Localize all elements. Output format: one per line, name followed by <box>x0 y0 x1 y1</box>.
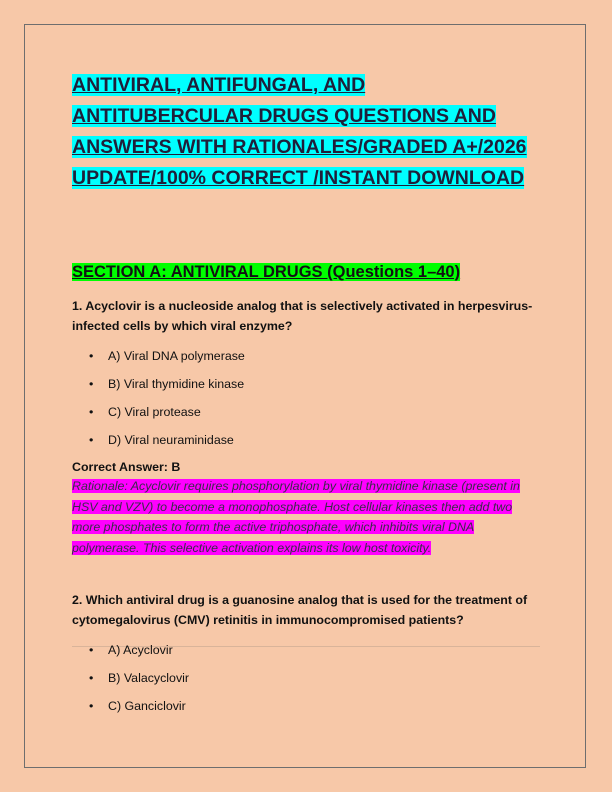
option-label: A) Acyclovir <box>108 643 173 657</box>
rationale <box>72 476 542 558</box>
question-2 <box>72 590 542 720</box>
bullet-icon: • <box>89 349 94 363</box>
rationale-text: Rationale: Acyclovir requires phosphorylation by viral thymidine kinase (present in HSV and VZV) to become a monophosphate. Host cellular kinases then add two more phosphates to form the active triphosphate, which inhibits viral DNA polymerase. This selective activation explains its low host toxicity. <box>72 479 520 555</box>
option-a <box>72 342 542 370</box>
option-a <box>72 636 542 664</box>
option-b <box>72 664 542 692</box>
option-c <box>72 692 542 720</box>
option-label: C) Ganciclovir <box>108 699 186 713</box>
section-heading <box>72 260 460 284</box>
option-label: C) Viral protease <box>108 405 201 419</box>
option-label: B) Viral thymidine kinase <box>108 377 245 391</box>
option-c <box>72 398 542 426</box>
bullet-icon: • <box>89 643 94 657</box>
correct-answer: Correct Answer: B <box>72 460 181 474</box>
section-heading-text: SECTION A: ANTIVIRAL DRUGS (Questions 1–40) <box>72 263 461 281</box>
option-label: B) Valacyclovir <box>108 671 190 685</box>
answer-options <box>72 636 542 720</box>
question-text: 1. Acyclovir is a nucleoside analog that is selectively activated in herpesvirus-infected cells by which viral enzyme? <box>72 299 533 333</box>
option-d <box>72 426 542 454</box>
bullet-icon: • <box>89 671 94 685</box>
bullet-icon: • <box>89 699 94 713</box>
bullet-icon: • <box>89 433 94 447</box>
answer-options <box>72 342 542 454</box>
bullet-icon: • <box>89 405 94 419</box>
bullet-icon: • <box>89 377 94 391</box>
document-title <box>72 70 542 194</box>
option-b <box>72 370 542 398</box>
question-text: 2. Which antiviral drug is a guanosine analog that is used for the treatment of cytomegalovirus (CMV) retinitis in immunocompromised patients? <box>72 593 528 627</box>
option-label: D) Viral neuraminidase <box>108 433 234 447</box>
document-content <box>72 70 542 713</box>
question-1 <box>72 296 542 558</box>
document-title-text: ANTIVIRAL, ANTIFUNGAL, AND ANTITUBERCULAR DRUGS QUESTIONS AND ANSWERS WITH RATIONALES/GRADED A+/2026 UPDATE/100% CORRECT /INSTANT DOWNLOAD <box>72 74 527 189</box>
option-label: A) Viral DNA polymerase <box>108 349 245 363</box>
